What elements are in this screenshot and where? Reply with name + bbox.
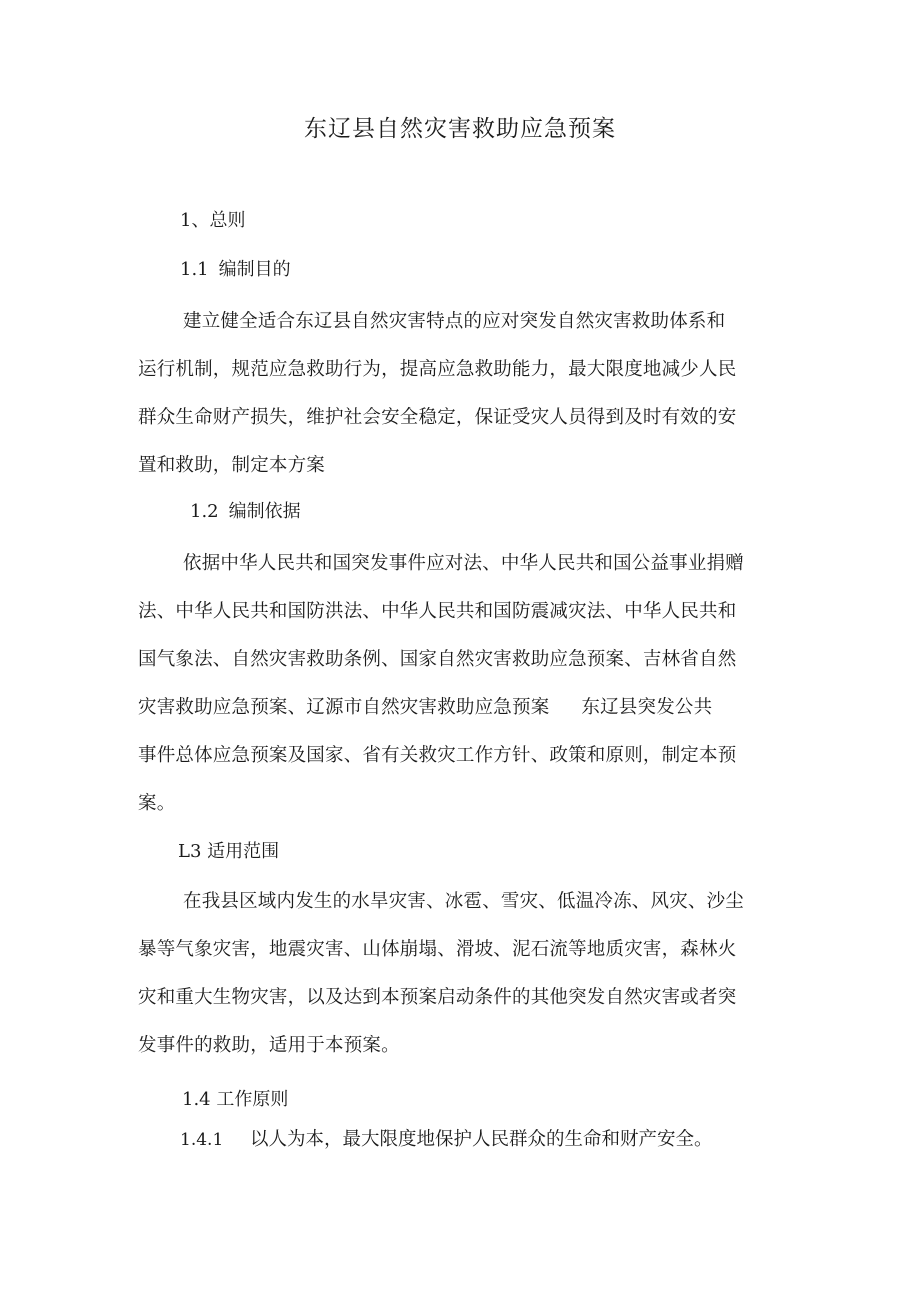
paragraph-scope [138,878,788,1070]
document-title: 东辽县自然灾害救助应急预案 [304,116,616,142]
paragraph-line-part: 东辽县突发公共 [581,697,713,718]
section-heading-purpose [180,256,291,284]
paragraph-line: 国气象法、自然灾害救助条例、国家自然灾害救助应急预案、吉林省自然 [138,649,737,670]
item-text: 以人为本，最大限度地保护人民群众的生命和财产安全。 [250,1129,713,1150]
paragraph-line: 法、中华人民共和国防洪法、中华人民共和国防震减灾法、中华人民共和 [138,601,737,622]
paragraph-line: 群众生命财产损失，维护社会安全稳定，保证受灾人员得到及时有效的安 [138,407,737,428]
paragraph-line: 案。 [138,793,176,814]
section-heading-scope: L3 适用范围 [178,841,280,862]
paragraph-line: 发事件的救助，适用于本预案。 [138,1035,400,1056]
section-number: 1.1 [180,259,209,280]
paragraph-line: 建立健全适合东辽县自然灾害特点的应对突发自然灾害救助体系和 [183,311,726,332]
paragraph-basis [138,540,788,828]
section-number: 1.2 [190,501,219,522]
paragraph-line: 依据中华人民共和国突发事件应对法、中华人民共和国公益事业捐赠 [183,553,745,574]
paragraph-line: 灾和重大生物灾害，以及达到本预案启动条件的其他突发自然灾害或者突 [138,987,737,1008]
paragraph-line: 暴等气象灾害，地震灾害、山体崩塌、滑坡、泥石流等地质灾害，森林火 [138,939,737,960]
paragraph-line: 事件总体应急预案及国家、省有关救灾工作方针、政策和原则，制定本预 [138,745,737,766]
section-heading-principles: 1.4 工作原则 [182,1089,289,1110]
paragraph-purpose [138,298,788,490]
principle-item [180,1124,713,1156]
section-heading-basis [190,498,301,526]
section-title: 编制依据 [228,501,301,522]
paragraph-line [138,684,788,732]
paragraph-line: 运行机制，规范应急救助行为，提高应急救助能力，最大限度地减少人民 [138,359,737,380]
section-heading-general: 1、总则 [180,210,246,231]
paragraph-line-part: 灾害救助应急预案、辽源市自然灾害救助应急预案 [138,697,550,718]
item-number: 1.4.1 [180,1130,224,1150]
section-title: 编制目的 [218,259,291,280]
paragraph-line: 置和救助，制定本方案 [138,455,326,476]
paragraph-line: 在我县区域内发生的水旱灾害、冰雹、雪灾、低温冷冻、风灾、沙尘 [183,891,745,912]
